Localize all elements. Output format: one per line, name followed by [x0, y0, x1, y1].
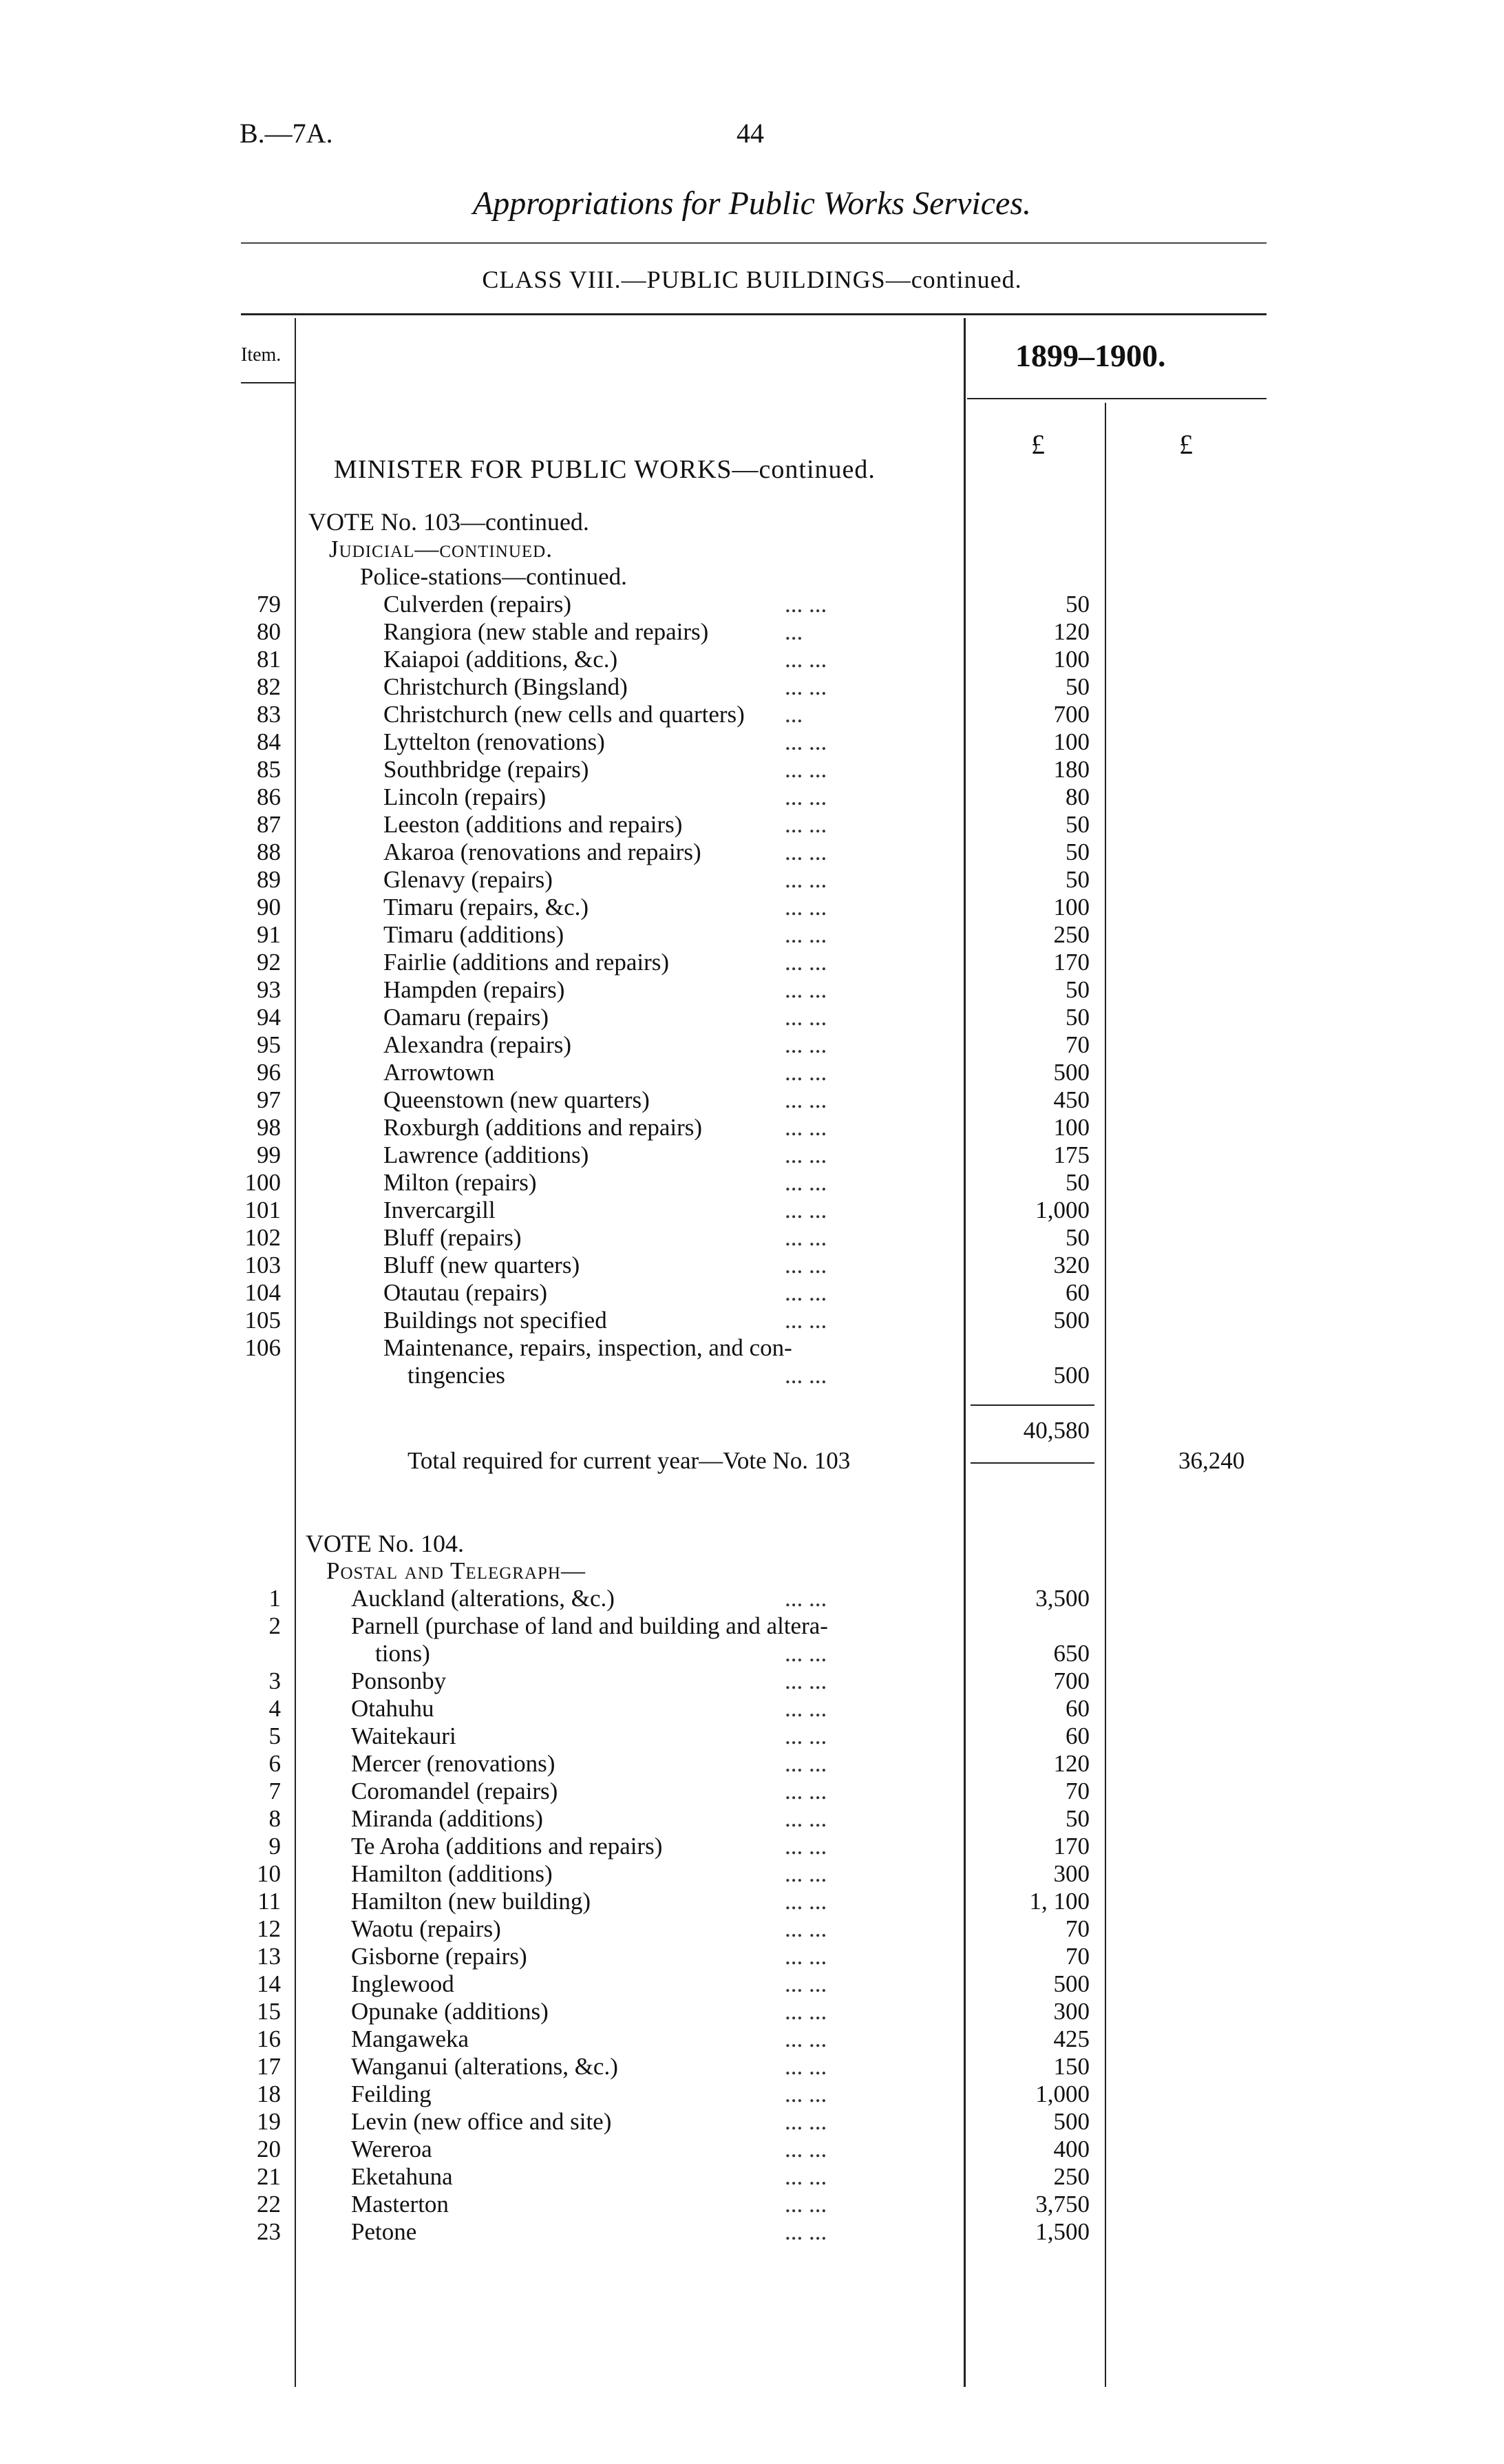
vote-103-heading: VOTE No. 103—continued.: [308, 508, 589, 536]
item-amount: 320: [1053, 1252, 1090, 1278]
item-number: 103: [244, 1252, 281, 1278]
table-row: [0, 2053, 1504, 2081]
item-amount: 1,000: [1035, 1197, 1090, 1223]
table-row: [0, 1362, 1504, 1389]
table-row: [0, 1805, 1504, 1833]
item-amount: 700: [1053, 701, 1090, 728]
item-number: 21: [257, 2163, 281, 2190]
leader-dots: ... ...: [785, 839, 827, 865]
item-description: Coromandel (repairs): [351, 1778, 558, 1804]
item-amount: 3,500: [1035, 1585, 1090, 1612]
item-description: Gisborne (repairs): [351, 1943, 527, 1970]
table-row: [0, 1750, 1504, 1778]
item-number: 12: [257, 1915, 281, 1942]
leader-dots: ... ...: [785, 1141, 827, 1168]
item-description: Timaru (additions): [383, 921, 564, 948]
item-description: Oamaru (repairs): [383, 1004, 549, 1031]
item-amount: 120: [1053, 1750, 1090, 1777]
leader-dots: ... ...: [785, 1252, 827, 1278]
table-row: [0, 701, 1504, 728]
item-description: Lincoln (repairs): [383, 783, 547, 810]
vote-heading: [0, 508, 1504, 536]
item-number: 104: [244, 1279, 281, 1306]
leader-dots: ... ...: [785, 1362, 827, 1389]
item-amount: 500: [1053, 1970, 1090, 1997]
item-amount: 100: [1053, 646, 1090, 673]
item-amount: 700: [1053, 1667, 1090, 1694]
item-description: Levin (new office and site): [351, 2108, 612, 2135]
item-amount: 150: [1053, 2053, 1090, 2080]
leader-dots: ... ...: [785, 1307, 827, 1334]
rule-under-year: [967, 398, 1267, 399]
item-number: 10: [257, 1860, 281, 1887]
leader-dots: ... ...: [785, 866, 827, 893]
item-amount: 300: [1053, 1860, 1090, 1887]
leader-dots: ... ...: [785, 1888, 827, 1915]
item-amount: 50: [1066, 673, 1090, 700]
subheading: [0, 536, 1504, 563]
leader-dots: ... ...: [785, 1197, 827, 1223]
table-row: [0, 1970, 1504, 1998]
item-description: Waotu (repairs): [351, 1915, 501, 1942]
item-description: Alexandra (repairs): [383, 1031, 572, 1058]
item-amount: 50: [1066, 591, 1090, 618]
item-number: 9: [268, 1833, 281, 1860]
item-number: 15: [257, 1998, 281, 2025]
table-row: [0, 1915, 1504, 1943]
section-heading: [0, 563, 1504, 591]
item-number: 99: [257, 1141, 281, 1168]
item-description: Glenavy (repairs): [383, 866, 553, 893]
item-number: 85: [257, 756, 281, 783]
item-number: 95: [257, 1031, 281, 1058]
leader-dots: ... ...: [785, 1750, 827, 1777]
leader-dots: ... ...: [785, 1224, 827, 1251]
item-amount: 1,000: [1035, 2081, 1090, 2107]
leader-dots: ... ...: [785, 1723, 827, 1749]
item-number: 20: [257, 2136, 281, 2162]
item-amount: 3,750: [1035, 2191, 1090, 2218]
item-number: 23: [257, 2218, 281, 2245]
item-amount: 50: [1066, 1004, 1090, 1031]
total-dash: [971, 1462, 1094, 1464]
item-amount: 1,500: [1035, 2218, 1090, 2245]
table-row: [0, 1585, 1504, 1612]
table-row: [0, 1695, 1504, 1723]
item-amount: 60: [1066, 1723, 1090, 1749]
total-row: [0, 1447, 1504, 1475]
table-row: [0, 1307, 1504, 1334]
leader-dots: ... ...: [785, 1695, 827, 1722]
item-number: 100: [244, 1169, 281, 1196]
table-row: [0, 1723, 1504, 1750]
item-number: 16: [257, 2025, 281, 2052]
leader-dots: ... ...: [785, 1031, 827, 1058]
item-description: Leeston (additions and repairs): [383, 811, 683, 838]
item-amount: 180: [1053, 756, 1090, 783]
table-row: [0, 921, 1504, 949]
item-description: Culverden (repairs): [383, 591, 572, 618]
leader-dots: ... ...: [785, 894, 827, 920]
item-amount: 50: [1066, 1169, 1090, 1196]
table-row: [0, 1114, 1504, 1141]
item-description: Otahuhu: [351, 1695, 434, 1722]
item-number: 2: [268, 1612, 281, 1639]
leader-dots: ... ...: [785, 1585, 827, 1612]
item-number: 106: [244, 1334, 281, 1361]
table-row: [0, 1943, 1504, 1970]
item-number: 84: [257, 728, 281, 755]
item-number: 4: [268, 1695, 281, 1722]
table-row: [0, 646, 1504, 673]
item-number: 86: [257, 783, 281, 810]
item-number: 98: [257, 1114, 281, 1141]
item-amount: 250: [1053, 2163, 1090, 2190]
item-description: Arrowtown: [383, 1059, 495, 1086]
table-row: [0, 1860, 1504, 1888]
table-row: [0, 591, 1504, 618]
item-description: Eketahuna: [351, 2163, 453, 2190]
table-row: [0, 839, 1504, 866]
leader-dots: ... ...: [785, 2108, 827, 2135]
table-row: [0, 673, 1504, 701]
item-description: Miranda (additions): [351, 1805, 543, 1832]
item-description: Queenstown (new quarters): [383, 1086, 650, 1113]
item-description: Bluff (repairs): [383, 1224, 522, 1251]
table-row: [0, 783, 1504, 811]
table-row: [0, 2191, 1504, 2218]
item-amount: 70: [1066, 1915, 1090, 1942]
item-number: 7: [268, 1778, 281, 1804]
leader-dots: ... ...: [785, 1805, 827, 1832]
item-number: 90: [257, 894, 281, 920]
minister-heading: MINISTER FOR PUBLIC WORKS—continued.: [334, 455, 876, 484]
table-row: [0, 1197, 1504, 1224]
leader-dots: ... ...: [785, 1778, 827, 1804]
page-title: Appropriations for Public Works Services.: [472, 185, 1032, 222]
item-amount: 500: [1053, 1307, 1090, 1334]
item-amount: 650: [1053, 1640, 1090, 1667]
table-row: [0, 811, 1504, 839]
leader-dots: ... ...: [785, 1086, 827, 1113]
leader-dots: ... ...: [785, 1860, 827, 1887]
table-row: [0, 949, 1504, 976]
item-number: 87: [257, 811, 281, 838]
table-row: [0, 1086, 1504, 1114]
item-number: 5: [268, 1723, 281, 1749]
class-title: CLASS VIII.—PUBLIC BUILDINGS—continued.: [482, 266, 1022, 293]
rule-top-table: [241, 313, 1267, 315]
item-amount: 500: [1053, 1059, 1090, 1086]
vote-103-total-label: Total required for current year—Vote No. 103: [407, 1447, 851, 1474]
item-amount: 175: [1053, 1141, 1090, 1168]
table-row: [0, 894, 1504, 921]
item-description: Wanganui (alterations, &c.): [351, 2053, 618, 2080]
item-description: Inglewood: [351, 1970, 454, 1997]
item-amount: 100: [1053, 728, 1090, 755]
item-amount: 70: [1066, 1778, 1090, 1804]
item-number: 82: [257, 673, 281, 700]
leader-dots: ... ...: [785, 976, 827, 1003]
item-description: Auckland (alterations, &c.): [351, 1585, 615, 1612]
item-amount: 50: [1066, 811, 1090, 838]
item-description: Buildings not specified: [383, 1307, 607, 1334]
vote-103-subtotal: 40,580: [1023, 1417, 1090, 1444]
item-number: 17: [257, 2053, 281, 2080]
item-number: 13: [257, 1943, 281, 1970]
item-description: Southbridge (repairs): [383, 756, 589, 783]
item-number: 3: [268, 1667, 281, 1694]
item-description: Milton (repairs): [383, 1169, 537, 1196]
item-description: Lawrence (additions): [383, 1141, 589, 1168]
table-row: [0, 976, 1504, 1004]
leader-dots: ... ...: [785, 2136, 827, 2162]
item-description: Christchurch (new cells and quarters): [383, 701, 745, 728]
item-description: Lyttelton (renovations): [383, 728, 605, 755]
subheading: [0, 1557, 1504, 1585]
item-description: Hampden (repairs): [383, 976, 565, 1003]
table-row: [0, 1279, 1504, 1307]
item-number: 18: [257, 2081, 281, 2107]
leader-dots: ... ...: [785, 591, 827, 618]
item-description: tions): [375, 1640, 430, 1667]
table-row: [0, 2108, 1504, 2136]
leader-dots: ... ...: [785, 1114, 827, 1141]
table-row: [0, 2025, 1504, 2053]
item-amount: 450: [1053, 1086, 1090, 1113]
item-number: 97: [257, 1086, 281, 1113]
table-row: [0, 1224, 1504, 1252]
item-amount: 100: [1053, 1114, 1090, 1141]
leader-dots: ... ...: [785, 1169, 827, 1196]
table-row: [0, 756, 1504, 783]
table-row: [0, 1833, 1504, 1860]
item-amount: 500: [1053, 2108, 1090, 2135]
item-amount: 50: [1066, 1224, 1090, 1251]
item-description: Invercargill: [383, 1197, 496, 1223]
table-row: [0, 1640, 1504, 1667]
vote-104-heading: VOTE No. 104.: [306, 1530, 464, 1557]
item-description: Maintenance, repairs, inspection, and con-: [383, 1334, 792, 1361]
table-row: [0, 1998, 1504, 2025]
item-description: Parnell (purchase of land and building and altera-: [351, 1612, 828, 1639]
item-description: Otautau (repairs): [383, 1279, 548, 1306]
item-number: 80: [257, 618, 281, 645]
item-amount: 425: [1053, 2025, 1090, 2052]
leader-dots: ... ...: [785, 1667, 827, 1694]
item-number: 14: [257, 1970, 281, 1997]
leader-dots: ... ...: [785, 949, 827, 976]
item-description: Rangiora (new stable and repairs): [383, 618, 709, 645]
vote-103-subheading: Judicial—continued.: [329, 536, 553, 562]
leader-dots: ... ...: [785, 2218, 827, 2245]
item-description: Timaru (repairs, &c.): [383, 894, 589, 920]
table-row: [0, 2163, 1504, 2191]
leader-dots: ...: [785, 701, 803, 728]
item-number: 22: [257, 2191, 281, 2218]
table-row: [0, 1031, 1504, 1059]
item-number: 1: [268, 1585, 281, 1612]
item-description: Te Aroha (additions and repairs): [351, 1833, 663, 1860]
leader-dots: ... ...: [785, 1998, 827, 2025]
page-number: 44: [737, 118, 764, 149]
item-number: 79: [257, 591, 281, 618]
leader-dots: ... ...: [785, 646, 827, 673]
item-column-header: Item.: [241, 344, 282, 366]
item-amount: 120: [1053, 618, 1090, 645]
item-amount: 80: [1066, 783, 1090, 810]
table-row: [0, 618, 1504, 646]
item-description: Kaiapoi (additions, &c.): [383, 646, 618, 673]
item-amount: 60: [1066, 1279, 1090, 1306]
item-amount: 50: [1066, 866, 1090, 893]
vote-heading: [0, 1530, 1504, 1557]
leader-dots: ... ...: [785, 2191, 827, 2218]
item-description: tingencies: [407, 1362, 505, 1389]
item-number: 11: [257, 1888, 281, 1915]
table-row: [0, 1778, 1504, 1805]
table-row: [0, 866, 1504, 894]
subtotal-rule: [971, 1404, 1094, 1406]
leader-dots: ... ...: [785, 1004, 827, 1031]
leader-dots: ... ...: [785, 756, 827, 783]
item-description: Feilding: [351, 2081, 432, 2107]
item-description: Mercer (renovations): [351, 1750, 555, 1777]
table-row: [0, 1141, 1504, 1169]
item-description: Hamilton (additions): [351, 1860, 553, 1887]
subtotal-row: [0, 1417, 1504, 1444]
item-number: 89: [257, 866, 281, 893]
table-row: [0, 1612, 1504, 1640]
item-description: Mangaweka: [351, 2025, 469, 2052]
item-description: Masterton: [351, 2191, 449, 2218]
leader-dots: ... ...: [785, 2081, 827, 2107]
item-amount: 50: [1066, 1805, 1090, 1832]
item-description: Ponsonby: [351, 1667, 447, 1694]
leader-dots: ... ...: [785, 2163, 827, 2190]
item-number: 102: [244, 1224, 281, 1251]
table-row: [0, 1667, 1504, 1695]
item-amount: 70: [1066, 1943, 1090, 1970]
item-amount: 500: [1053, 1362, 1090, 1389]
item-amount: 50: [1066, 976, 1090, 1003]
item-amount: 70: [1066, 1031, 1090, 1058]
item-number: 88: [257, 839, 281, 865]
table-row: [0, 728, 1504, 756]
leader-dots: ... ...: [785, 1279, 827, 1306]
currency-header-2: £: [1179, 429, 1193, 460]
item-description: Opunake (additions): [351, 1998, 549, 2025]
leader-dots: ... ...: [785, 673, 827, 700]
leader-dots: ... ...: [785, 1943, 827, 1970]
item-number: 94: [257, 1004, 281, 1031]
leader-dots: ... ...: [785, 811, 827, 838]
item-description: Christchurch (Bingsland): [383, 673, 628, 700]
item-number: 101: [244, 1197, 281, 1223]
table-row: [0, 1252, 1504, 1279]
item-number: 8: [268, 1805, 281, 1832]
item-description: Wereroa: [351, 2136, 432, 2162]
item-number: 83: [257, 701, 281, 728]
leader-dots: ... ...: [785, 2053, 827, 2080]
table-row: [0, 1059, 1504, 1086]
table-row: [0, 2218, 1504, 2246]
item-number: 93: [257, 976, 281, 1003]
item-amount: 250: [1053, 921, 1090, 948]
item-description: Roxburgh (additions and repairs): [383, 1114, 703, 1141]
leader-dots: ... ...: [785, 1059, 827, 1086]
item-description: Akaroa (renovations and repairs): [383, 839, 701, 865]
table-row: [0, 1334, 1504, 1362]
item-description: Fairlie (additions and repairs): [383, 949, 670, 976]
leader-dots: ... ...: [785, 1640, 827, 1667]
item-description: Bluff (new quarters): [383, 1252, 580, 1278]
document-reference: B.—7A.: [240, 118, 333, 149]
item-number: 105: [244, 1307, 281, 1334]
rule-under-item: [241, 382, 295, 383]
table-row: [0, 2081, 1504, 2108]
item-amount: 100: [1053, 894, 1090, 920]
item-amount: 400: [1053, 2136, 1090, 2162]
item-description: Waitekauri: [351, 1723, 456, 1749]
item-amount: 1, 100: [1029, 1888, 1090, 1915]
leader-dots: ... ...: [785, 1970, 827, 1997]
leader-dots: ... ...: [785, 1915, 827, 1942]
item-number: 81: [257, 646, 281, 673]
item-amount: 60: [1066, 1695, 1090, 1722]
item-amount: 300: [1053, 1998, 1090, 2025]
leader-dots: ... ...: [785, 728, 827, 755]
item-number: 6: [268, 1750, 281, 1777]
leader-dots: ... ...: [785, 921, 827, 948]
leader-dots: ... ...: [785, 2025, 827, 2052]
rule-under-title: [241, 242, 1267, 244]
item-number: 91: [257, 921, 281, 948]
leader-dots: ... ...: [785, 783, 827, 810]
leader-dots: ...: [785, 618, 803, 645]
item-amount: 170: [1053, 949, 1090, 976]
vote-104-subheading: Postal and Telegraph—: [326, 1557, 586, 1584]
item-amount: 50: [1066, 839, 1090, 865]
table-row: [0, 2136, 1504, 2163]
table-row: [0, 1004, 1504, 1031]
police-stations-heading: Police-stations—continued.: [360, 563, 627, 590]
year-header: 1899–1900.: [1015, 338, 1166, 373]
item-description: Petone: [351, 2218, 417, 2245]
currency-header-1: £: [1031, 429, 1045, 460]
table-row: [0, 1888, 1504, 1915]
item-description: Hamilton (new building): [351, 1888, 591, 1915]
vote-103-total: 36,240: [1178, 1447, 1245, 1474]
table-row: [0, 1169, 1504, 1197]
leader-dots: ... ...: [785, 1833, 827, 1860]
item-number: 92: [257, 949, 281, 976]
item-amount: 170: [1053, 1833, 1090, 1860]
item-number: 96: [257, 1059, 281, 1086]
item-number: 19: [257, 2108, 281, 2135]
